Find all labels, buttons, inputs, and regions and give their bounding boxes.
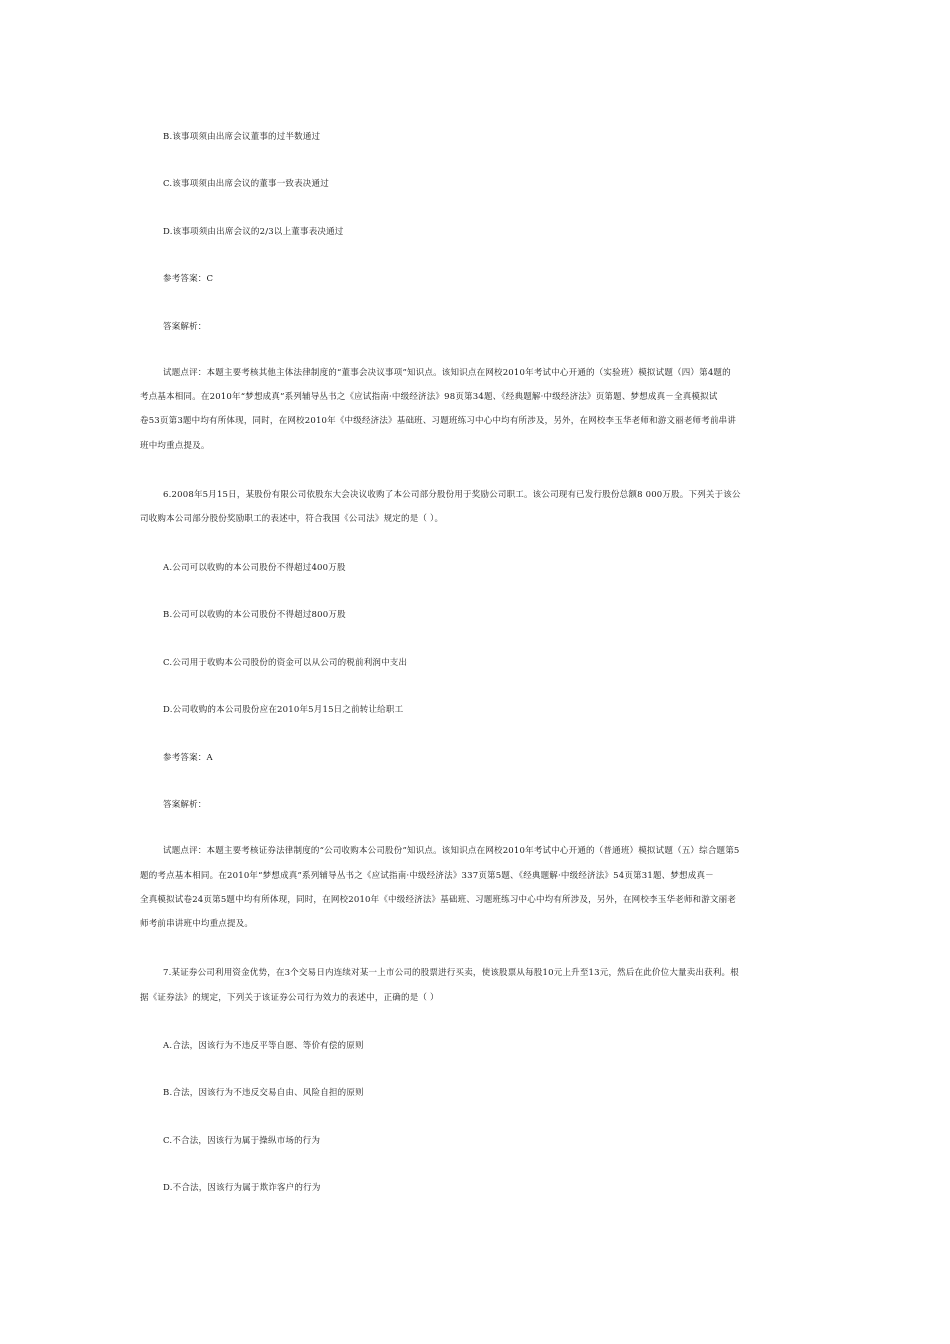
q7-stem-line: 7.某证券公司利用资金优势，在3个交易日内连续对某一上市公司的股票进行买卖，使该股票从每股10元上升至13元，然后在此价位大量卖出获利。根 [163,968,739,978]
q7-option-d: D.不合法，因该行为属于欺诈客户的行为 [163,1183,321,1193]
q7-option-c: C.不合法，因该行为属于操纵市场的行为 [163,1136,321,1146]
q5-review-line: 卷53页第3题中均有所体现，同时，在网校2010年《中级经济法》基础班、习题班练习中心中均有所涉及，另外，在网校李玉华老师和游文丽老师考前串讲 [140,416,737,426]
q6-option-a: A.公司可以收购的本公司股份不得超过400万股 [163,563,346,573]
q7-stem-line: 据《证券法》的规定，下列关于该证券公司行为效力的表述中，正确的是（ ） [140,993,439,1003]
q5-review-line: 试题点评：本题主要考核其他主体法律制度的“董事会决议事项”知识点。该知识点在网校2010年考试中心开通的（实验班）模拟试题（四）第4题的 [163,368,731,378]
q6-analysis-label: 答案解析： [163,800,207,810]
q5-option-b: B.该事项须由出席会议董事的过半数通过 [163,132,321,142]
q5-answer: 参考答案：C [163,274,214,284]
q7-option-b: B.合法，因该行为不违反交易自由、风险自担的原则 [163,1088,364,1098]
q5-review-line: 班中均重点提及。 [140,441,210,451]
q6-review-line: 试题点评：本题主要考核证券法律制度的“公司收购本公司股份”知识点。该知识点在网校2010年考试中心开通的（普通班）模拟试题（五）综合题第5 [163,846,740,856]
q6-review-line: 全真模拟试卷24页第5题中均有所体现，同时，在网校2010年《中级经济法》基础班、习题班练习中心中均有所涉及，另外，在网校李玉华老师和游文丽老 [140,895,737,905]
q6-option-c: C.公司用于收购本公司股份的资金可以从公司的税前利润中支出 [163,658,408,668]
q6-review-line: 题的考点基本相同。在2010年“梦想成真”系列辅导丛书之《应试指南·中级经济法》337页第5题、《经典题解·中级经济法》54页第31题、梦想成真－ [140,871,714,881]
q6-option-d: D.公司收购的本公司股份应在2010年5月15日之前转让给职工 [163,705,404,715]
q6-stem-line: 司收购本公司部分股份奖励职工的表述中，符合我国《公司法》规定的是（ ）。 [140,514,444,524]
q6-option-b: B.公司可以收购的本公司股份不得超过800万股 [163,610,346,620]
q6-answer: 参考答案：A [163,753,213,763]
q6-stem-line: 6.2008年5月15日，某股份有限公司依股东大会决议收购了本公司部分股份用于奖励公司职工。该公司现有已发行股份总额8 000万股。下列关于该公 [163,490,741,500]
q5-option-c: C.该事项须由出席会议的董事一致表决通过 [163,179,329,189]
q7-option-a: A.合法，因该行为不违反平等自愿、等价有偿的原则 [163,1041,364,1051]
q5-analysis-label: 答案解析： [163,322,207,332]
q5-review-line: 考点基本相同。在2010年“梦想成真”系列辅导丛书之《应试指南·中级经济法》98页第34题、《经典题解·中级经济法》页第题、梦想成真－全真模拟试 [140,392,718,402]
q5-option-d: D.该事项须由出席会议的2/3以上董事表决通过 [163,227,344,237]
q6-review-line: 师考前串讲班中均重点提及。 [140,919,254,929]
